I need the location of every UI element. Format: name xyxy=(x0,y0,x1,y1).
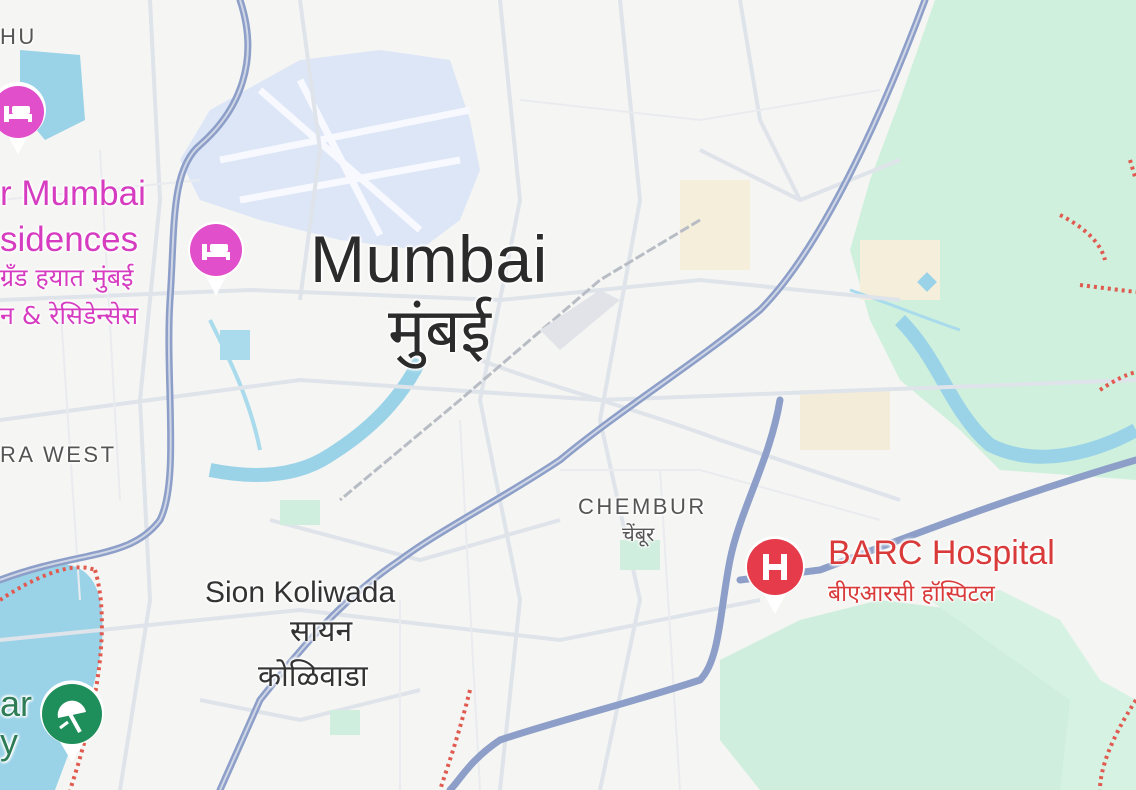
poi-barc-hospital-name[interactable]: BARC Hospital xyxy=(828,534,1055,572)
poi-hotel-name-hi-line2[interactable]: न & रेसिडेन्सेस xyxy=(0,301,139,330)
green-patch-4 xyxy=(220,330,250,360)
park-marker[interactable] xyxy=(36,678,108,764)
hotel-bed-icon xyxy=(184,218,248,298)
sand-area-2 xyxy=(860,240,940,300)
hospital-h-icon xyxy=(740,532,810,616)
hotel-marker[interactable] xyxy=(184,218,248,298)
poi-hotel-name-hi-line1[interactable]: ग्रँड हयात मुंबई xyxy=(0,263,134,292)
hotel-bed-icon xyxy=(0,78,50,158)
barc-hospital-marker[interactable] xyxy=(740,532,810,616)
area-label-chembur[interactable]: CHEMBUR xyxy=(578,494,707,519)
area-label-top-left: HU xyxy=(0,24,37,49)
green-patch-2 xyxy=(280,500,320,525)
poi-hotel-name-line1[interactable]: r Mumbai xyxy=(0,174,146,213)
city-name-en[interactable]: Mumbai xyxy=(310,222,548,296)
sand-area-1 xyxy=(800,390,890,450)
poi-hotel-name-line2[interactable]: sidences xyxy=(0,220,139,259)
hotel-marker-top[interactable] xyxy=(0,78,50,158)
neighborhood-sion-koliwada[interactable]: Sion Koliwada xyxy=(205,576,396,609)
city-name-hi[interactable]: मुंबई xyxy=(388,294,491,367)
poi-barc-hospital-name-hi[interactable]: बीएआरसी हॉस्पिटल xyxy=(828,581,995,607)
neighborhood-sion-koliwada-hi-2[interactable]: कोळिवाडा xyxy=(258,659,368,694)
poi-park-name-line2[interactable]: y xyxy=(0,721,18,762)
neighborhood-sion-koliwada-hi-1[interactable]: सायन xyxy=(290,614,353,649)
park-tree-icon xyxy=(36,678,108,764)
sand-area-3 xyxy=(680,180,750,270)
area-label-bandra-west: RA WEST xyxy=(0,442,117,467)
area-label-chembur-hi[interactable]: चेंबूर xyxy=(622,522,655,546)
poi-park-name-line1[interactable]: ar xyxy=(0,683,33,724)
green-patch-3 xyxy=(330,710,360,735)
